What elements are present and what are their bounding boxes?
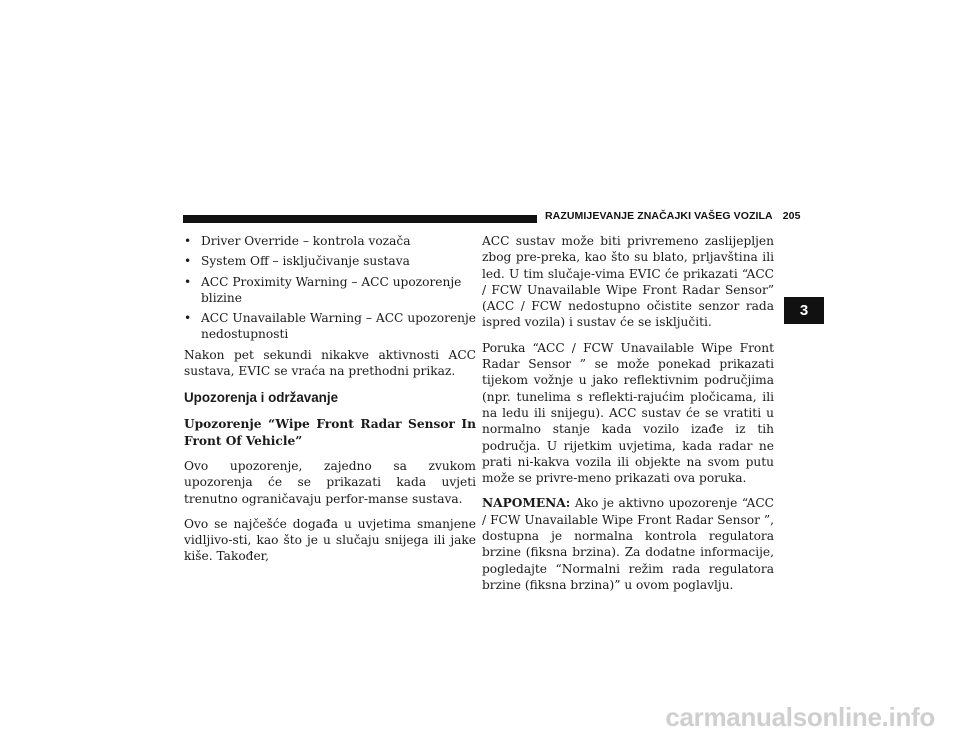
right-column [482, 233, 774, 602]
bullet-icon: • [184, 274, 192, 289]
list-item: • Driver Override – kontrola vozača [184, 234, 411, 248]
left-column [184, 233, 476, 574]
subsection-title: Upozorenje “Wipe Front Radar Sensor In Front Of Vehicle” [184, 417, 476, 448]
note-paragraph [482, 495, 774, 593]
message-paragraph: Poruka “ACC / FCW Unavailable Wipe Front Radar Sensor ” se može ponekad prikazati tijekom vožnje u jako reflektivnim područjima (npr. tunelima s reflekti-rajućim pločicama, ili na ledu ili snijegu). ACC sustav će se vratiti u normalno stanje kada vozilo izađe iz tih područja. U rijetkim uvjetima, kada radar ne prati ni-kakva vozila ili objekte na svom putu može se privre-meno prikazati ova poruka. [482, 340, 774, 486]
feature-list [184, 233, 476, 343]
visibility-paragraph: Ovo se najčešće događa u uvjetima smanjene vidljivo-sti, kao što je u slučaju snijega ili jake kiše. Također, [184, 516, 476, 564]
section-title: Upozorenja i održavanje [184, 390, 339, 406]
warning-paragraph: Ovo upozorenje, zajedno sa zvukom upozorenja će se prikazati kada uvjeti trenutno ograničavaju perfor-manse sustava. [184, 458, 476, 506]
note-text: Ako je aktivno upozorenje “ACC / FCW Unavailable Wipe Front Radar Sensor ”, dostupna je normalna kontrola regulatora brzine (fiksna brzina). Za dodatne informacije, pogledajte “Normalni režim rada regulatora brzine (fiksna brzina)” u ovom poglavlju. [482, 496, 774, 592]
bullet-icon: • [184, 311, 192, 326]
bullet-icon: • [184, 234, 192, 248]
list-item: • ACC Unavailable Warning – ACC upozorenje nedostupnosti [184, 311, 476, 342]
header-rule [183, 215, 537, 223]
chapter-tab: 3 [784, 297, 824, 324]
bullet-icon: • [184, 254, 192, 269]
evic-return-paragraph: Nakon pet sekundi nikakve aktivnosti ACC sustava, EVIC se vraća na prethodni prikaz. [184, 347, 476, 379]
list-item: • ACC Proximity Warning – ACC upozorenje blizine [184, 274, 462, 305]
blinded-paragraph: ACC sustav može biti privremeno zaslijepljen zbog pre-preka, kao što su blato, prljavština ili led. U tim slučaje-vima EVIC će prikazati “ACC / FCW Unavailable Wipe Front Radar Sensor” (ACC / FCW nedostupno očistite senzor rada ispred vozila) i sustav će se isključiti. [482, 234, 774, 330]
list-item: • System Off – isključivanje sustava [184, 254, 410, 269]
watermark: carmanualsonline.info [665, 702, 935, 732]
running-header [545, 210, 801, 222]
page-number: 205 [782, 210, 801, 222]
note-label: NAPOMENA: [482, 496, 571, 511]
header-title: RAZUMIJEVANJE ZNAČAJKI VAŠEG VOZILA [545, 210, 773, 222]
